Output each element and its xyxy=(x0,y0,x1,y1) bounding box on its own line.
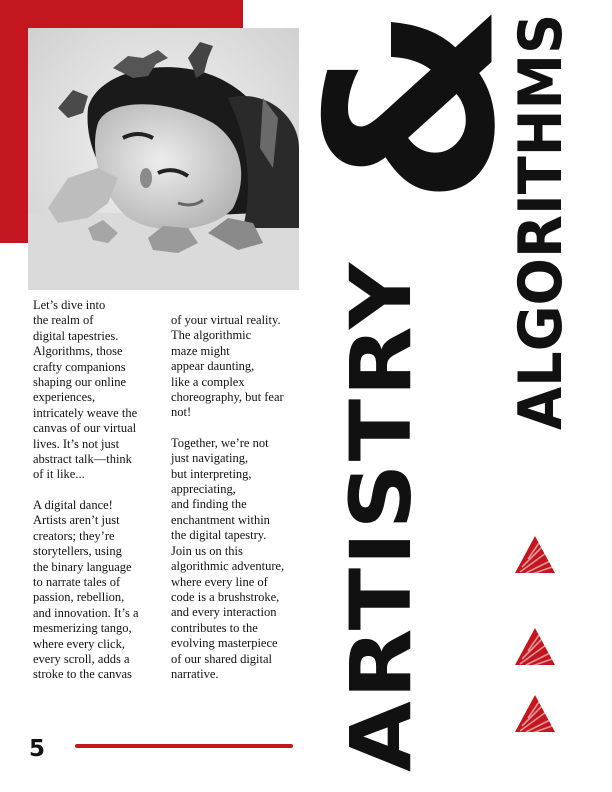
article-line: algorithmic adventure, xyxy=(171,559,285,574)
article-line: and innovation. It’s a xyxy=(33,605,139,620)
article-line: like a complex xyxy=(171,374,245,389)
article-line: where every click, xyxy=(33,636,125,651)
article-line xyxy=(171,421,301,436)
article-line: not! xyxy=(171,405,192,420)
article-line: of it like... xyxy=(33,467,85,482)
article-line: Join us on this xyxy=(171,543,243,558)
article-line: digital tapestries. xyxy=(33,328,119,343)
article-line: just navigating, xyxy=(171,451,249,466)
article-line: maze might xyxy=(171,343,230,358)
red-sketch-triangle-icon xyxy=(512,625,558,669)
article-line: stroke to the canvas xyxy=(33,667,132,682)
article-line: and every interaction xyxy=(171,605,277,620)
article-line: intricately weave the xyxy=(33,405,138,420)
article-line: A digital dance! xyxy=(33,497,113,512)
article-line: but interpreting, xyxy=(171,466,252,481)
article-line: storytellers, using xyxy=(33,544,122,559)
ampersand-text: & xyxy=(279,4,547,206)
page-number: 5 xyxy=(29,736,46,762)
article-line: where every line of xyxy=(171,574,268,589)
title-artistry: ARTISTRY xyxy=(332,260,430,772)
article-line: crafty companions xyxy=(33,359,126,374)
article-column-right xyxy=(171,313,301,682)
article-line: passion, rebellion, xyxy=(33,590,125,605)
article-line xyxy=(33,483,158,498)
article-line: experiences, xyxy=(33,390,96,405)
article-line: the realm of xyxy=(33,313,94,328)
article-column-left xyxy=(33,298,158,683)
article-line: narrative. xyxy=(171,666,219,681)
article-line: every scroll, adds a xyxy=(33,651,130,666)
article-line: choreography, but fear xyxy=(171,390,284,405)
article-line: enchantment within xyxy=(171,512,270,527)
article-line: creators; they’re xyxy=(33,528,115,543)
article-line: canvas of our virtual xyxy=(33,421,137,436)
article-line: Algorithms, those xyxy=(33,344,123,359)
article-line: The algorithmic xyxy=(171,328,252,343)
article-line: the digital tapestry. xyxy=(171,528,267,543)
article-line: of our shared digital xyxy=(171,651,273,666)
red-sketch-triangle-icon xyxy=(512,533,558,577)
article-line: Artists aren’t just xyxy=(33,513,120,528)
article-line: mesmerizing tango, xyxy=(33,621,132,636)
article-line: appear daunting, xyxy=(171,359,255,374)
article-line: appreciating, xyxy=(171,482,236,497)
footer-rule xyxy=(75,744,293,748)
article-line: shaping our online xyxy=(33,375,127,390)
article-line: code is a brushstroke, xyxy=(171,589,280,604)
article-line: Together, we’re not xyxy=(171,435,269,450)
article-line: Let’s dive into xyxy=(33,298,106,312)
article-line: of your virtual reality. xyxy=(171,313,281,327)
article-line: the binary language xyxy=(33,559,132,574)
article-line: evolving masterpiece xyxy=(171,636,278,651)
article-line: lives. It’s not just xyxy=(33,436,120,451)
article-line: and finding the xyxy=(171,497,247,512)
article-line: abstract talk—think xyxy=(33,452,132,467)
red-sketch-triangle-icon xyxy=(512,692,558,736)
child-with-toy-dinosaurs-photo xyxy=(28,28,299,290)
article-line: contributes to the xyxy=(171,620,258,635)
ampersand-glyph xyxy=(279,0,547,210)
article-line: to narrate tales of xyxy=(33,574,121,589)
title-algorithms: ALGORITHMS xyxy=(506,13,576,431)
